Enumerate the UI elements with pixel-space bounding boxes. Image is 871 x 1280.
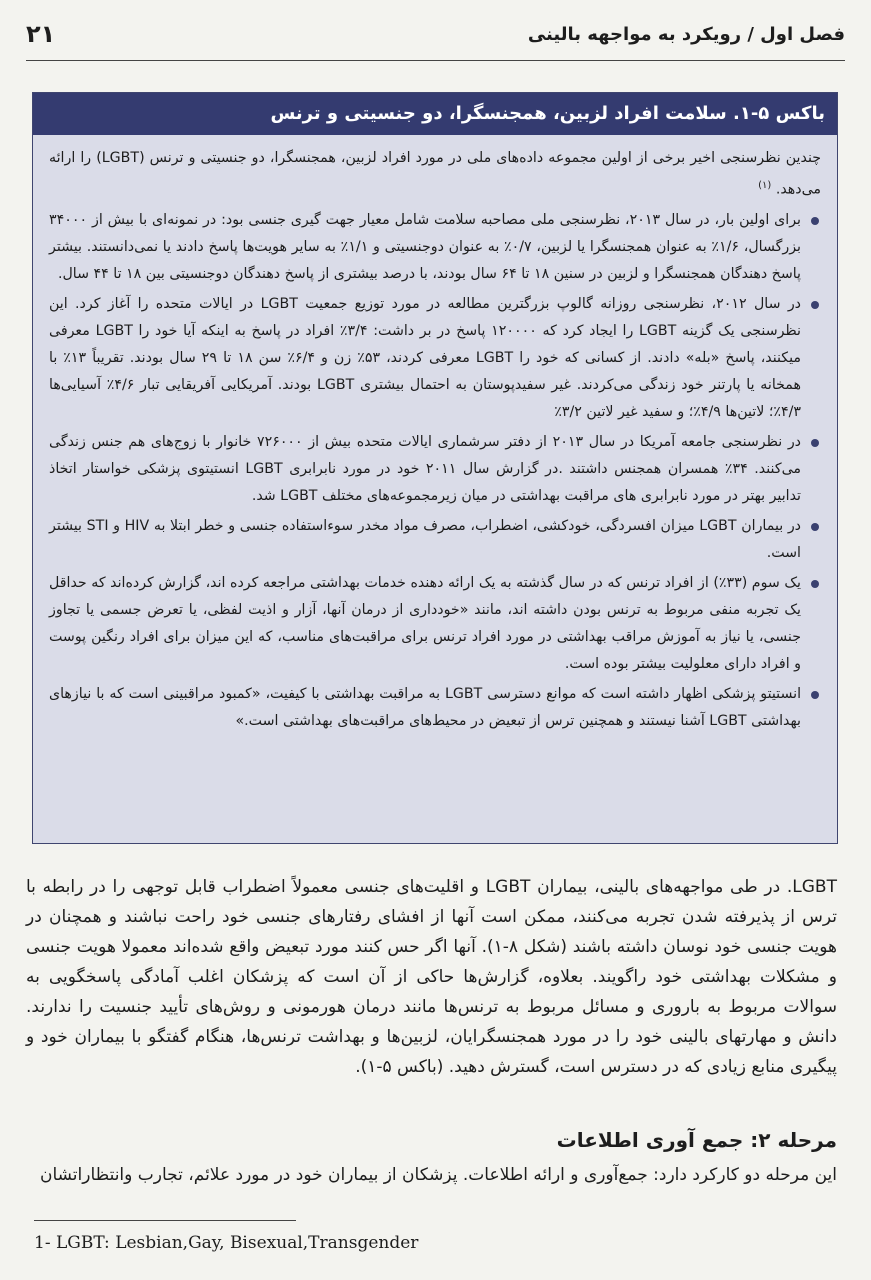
list-item <box>49 291 821 426</box>
info-box <box>32 92 838 844</box>
header-rule <box>26 60 845 61</box>
main-paragraph: LGBT. در طی مواجهه‌های بالینی، بیماران LGBT و اقلیت‌های جنسی معمولاً اضطراب قابل توجهی را در رابطه با ترس از پذیرفته شدن تجربه می‌کنند، ممکن است آنها از افشای رفتارهای جنسی خود راحت نباشند و همچنان در هویت جنسی خود نوسان داشته باشند (شکل ۸-۱). آنها اگر حس کنند مورد تبعیض واقع شده‌اند معمولا هویت جنسی و مشکلات بهداشتی خود راگویند. بعلاوه، گزارش‌ها حاکی از آن است که پزشکان اغلب آمادگی پاسخگویی به سوالات مربوط به باروری و مسائل مربوط به ترنس‌ها مانند درمان هورمونی و روش‌های تأیید جنسیت را ندارند. دانش و مهارتهای بالینی خود را در مورد همجنسگرایان، لزبین‌ها و بهداشت ترنس‌ها، هنگام گفتگو با بیماران خود و پیگیری منابع زیادی که در دسترس است، گسترش دهید. (باکس ۵-۱). <box>26 877 838 1077</box>
list-item-text: در نظرسنجی جامعه آمریکا در سال ۲۰۱۳ از دفتر سرشماری ایالات متحده بیش از ۷۲۶۰۰۰ خانوار با زوج‌های هم جنس زندگی می‌کنند. ۳۴٪ همسران همجنس داشتند .در گزارش سال ۲۰۱۱ خود در مورد نابرابری LGBT انستیتوی پزشکی خواستار اتخاذ تدابیر بهتر در مورد نابرابری های مراقبت بهداشتی در میان زیرمجموعه‌های مختلف LGBT شد. <box>49 433 801 504</box>
footnote-rule <box>34 1220 296 1221</box>
section-heading: مرحله ۲: جمع آوری اطلاعات <box>556 1128 837 1152</box>
footnote: 1- LGBT: Lesbian,Gay, Bisexual,Transgender <box>34 1233 419 1253</box>
list-item-text: انستیتو پزشکی اظهار داشته است که موانع دسترسی LGBT به مراقبت بهداشتی با کیفیت، «کمبود مراقبینی است که با نیازهای بهداشتی LGBT آشنا نیستند و همچنین ترس از تبعیض در محیط‌های مراقبت‌های بهداشتی است.» <box>49 685 802 729</box>
bullet-icon <box>811 691 819 699</box>
main-text <box>26 872 837 1082</box>
list-item <box>49 681 821 735</box>
list-item-text: برای اولین بار، در سال ۲۰۱۳، نظرسنجی ملی مصاحبه سلامت شامل معیار جهت گیری جنسی بود: در نمونه‌ای با بیش از ۳۴۰۰۰ بزرگسال، ۱/۶٪ به عنوان همجنسگرا یا لزبین، ۰/۷٪ به عنوان دوجنسیتی و ۱/۱٪ به سایر هویت‌ها پاسخ دادند یا نمی‌دانستند. بیشتر پاسخ دهندگان همجنسگرا و لزبین در سنین ۱۸ تا ۶۴ سال بودند، با درصد بیشتری از پاسخ دهندگان دوجنسیتی بین ۱۸ تا ۴۴ سال. <box>49 211 802 282</box>
list-item <box>49 207 821 288</box>
box-intro-text: چندین نظرسنجی اخیر برخی از اولین مجموعه داده‌های ملی در مورد افراد لزبین، همجنسگرا، دو جنسیتی و ترنس (LGBT) را ارائه می‌دهد. <box>49 150 822 198</box>
running-header <box>26 18 845 58</box>
box-bullet-list <box>49 207 821 735</box>
bullet-icon <box>811 301 819 309</box>
list-item <box>49 570 821 678</box>
box-intro <box>49 145 821 204</box>
bullet-icon <box>811 580 819 588</box>
box-title: باکس ۵-۱. سلامت افراد لزبین، همجنسگرا، دو جنسیتی و ترنس <box>33 93 837 135</box>
chapter-title: فصل اول / رویکرد به مواجهه بالینی <box>527 24 845 45</box>
bullet-icon <box>811 523 819 531</box>
section-text: این مرحله دو کارکرد دارد: جمع‌آوری و ارائه اطلاعات. پزشکان از بیماران خود در مورد علائم، تجارب وانتظاراتشان <box>39 1165 837 1185</box>
box-body <box>33 135 837 735</box>
list-item-text: در سال ۲۰۱۲، نظرسنجی روزانه گالوپ بزرگترین مطالعه در مورد توزیع جمعیت LGBT در ایالات متحده را آغاز کرد. این نظرسنجی یک گزینه LGBT را ایجاد کرد که ۱۲۰۰۰۰ پاسخ در بر داشت: ۳/۴٪ افراد در پاسخ به اینکه آیا خود را LGBT معرفی میکنند، پاسخ «بله» دادند. از کسانی که خود را LGBT معرفی کردند، ۵۳٪ زن و ۶/۴٪ سن ۱۸ تا ۲۹ سال بودند. تقریباً ۱۳٪ با همخانه یا پارتنر خود زندگی می‌کردند. غیر سفیدپوستان به احتمال بیشتری LGBT بودند. آمریکایی آفریقایی تبار ۴/۶٪ آسیایی‌ها ۴/۳٪؛ لاتین‌ها ۴/۹٪؛ و سفید غیر لاتین ۳/۲٪ <box>49 295 802 420</box>
footnote-mark: (۱) <box>758 180 772 191</box>
list-item <box>49 513 821 567</box>
page-number: ۲۱ <box>26 20 56 48</box>
list-item-text: در بیماران LGBT میزان افسردگی، خودکشی، اضطراب، مصرف مواد مخدر سوءاستفاده جنسی و خطر ابتلا به HIV و STI بیشتر است. <box>49 517 801 561</box>
list-item-text: یک سوم (۳۳٪) از افراد ترنس که در سال گذشته به یک ارائه دهنده خدمات بهداشتی مراجعه کرده اند، گزارش کرده‌اند که حداقل یک تجربه منفی مربوط به ترنس بودن داشته اند، مانند «خودداری از درمان آنها، آزار و اذیت لفظی، یا تعرض جسمی یا تجاوز جنسی، یا نیاز به آموزش مراقب بهداشتی در مورد افراد ترنس برای مراقبت‌های مناسب، که این میزان برای افراد رنگین پوست و افراد دارای معلولیت بیشتر بوده است. <box>49 574 801 672</box>
bullet-icon <box>811 217 819 225</box>
list-item <box>49 429 821 510</box>
bullet-icon <box>811 439 819 447</box>
